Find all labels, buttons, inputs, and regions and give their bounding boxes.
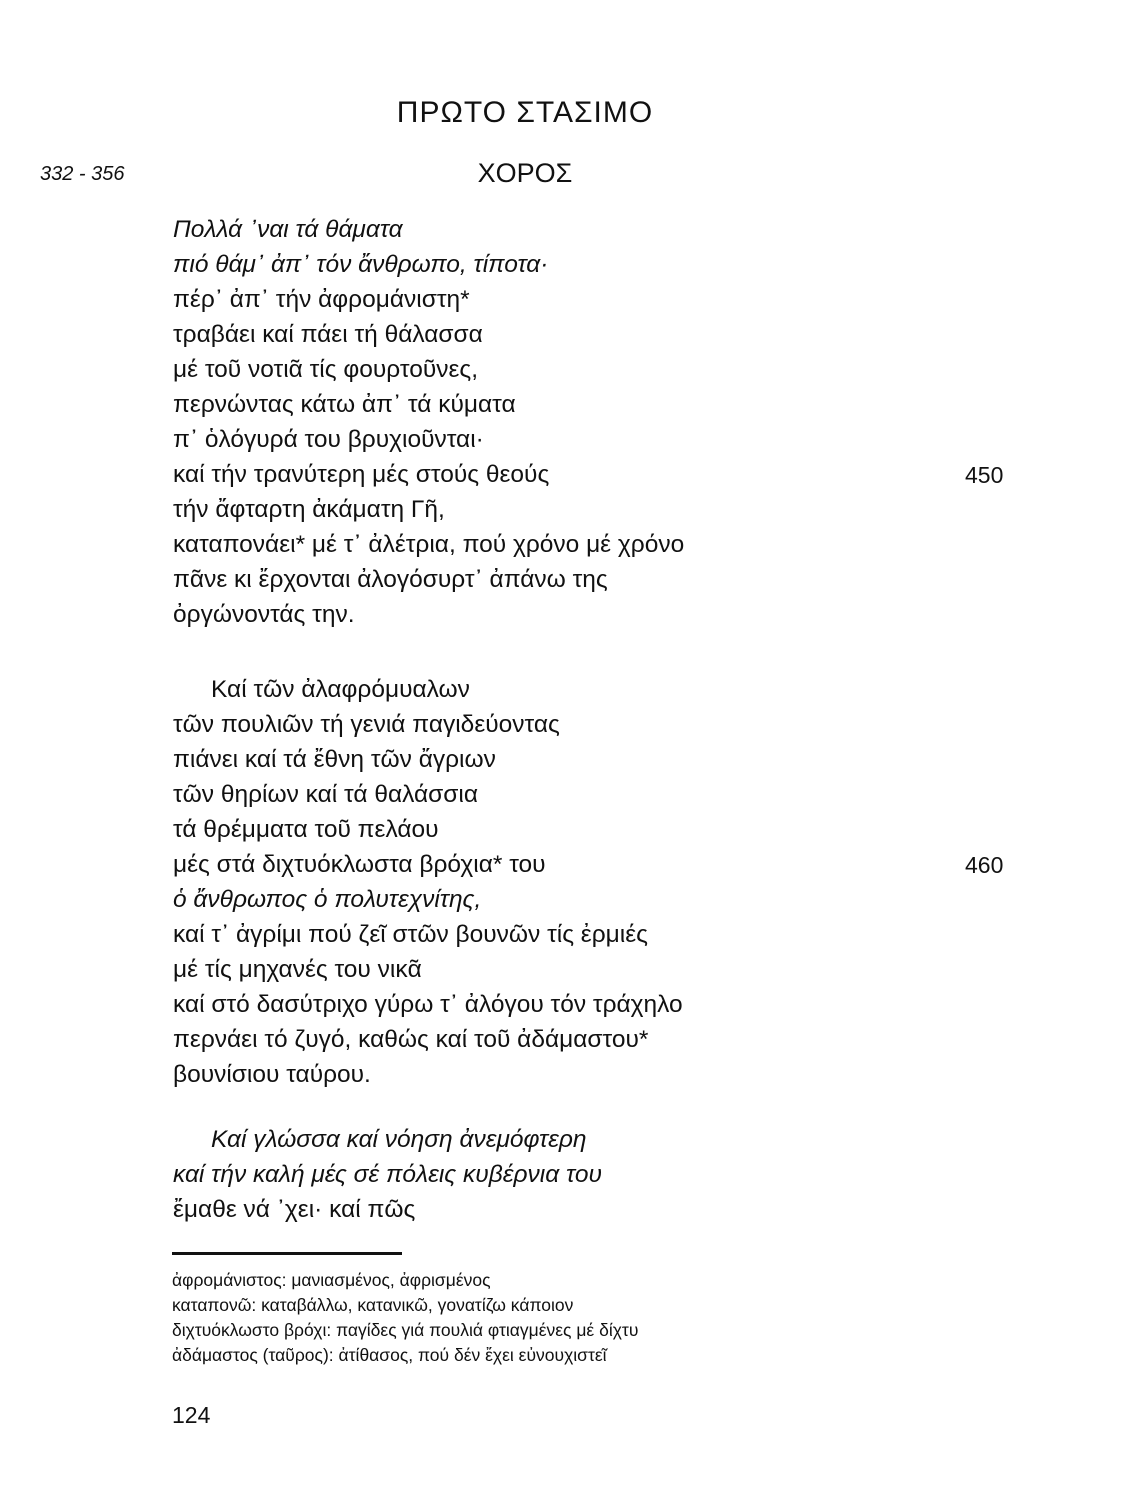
page-number: 124 [172, 1402, 211, 1428]
footnote: ἀφρομάνιστος: μανιασμένος, ἀφρισμένος [172, 1270, 491, 1290]
footnote: διχτυόκλωστο βρόχι: παγίδες γιά πουλιά φτιαγμένες μέ δίχτυ [172, 1320, 639, 1340]
verse-line: πιό θάμ᾽ ἀπ᾽ τόν ἄνθρωπο, τίποτα· [173, 251, 549, 278]
footnote-divider [172, 1252, 402, 1255]
verse-line: τῶν θηρίων καί τά θαλάσσια [173, 781, 479, 808]
verse-line: πέρ᾽ ἀπ᾽ τήν ἀφρομάνιστη* [173, 286, 470, 313]
verse-line: μές στά διχτυόκλωστα βρόχια* του [173, 851, 546, 878]
verse-line: ἔμαθε νά ᾽χει· καί πῶς [173, 1196, 416, 1223]
line-number-450: 450 [965, 462, 1004, 488]
verse-line: καί τήν τρανύτερη μές στούς θεούς [173, 461, 550, 488]
footnote: καταπονῶ: καταβάλλω, κατανικῶ, γονατίζω κάποιον [172, 1295, 574, 1315]
verse-line: καταπονάει* μέ τ᾽ ἀλέτρια, πού χρόνο μέ χρόνο [173, 531, 685, 558]
stanza-1 [173, 212, 684, 632]
verse-line: καί τήν καλή μές σέ πόλεις κυβέρνια του [173, 1161, 602, 1188]
verse-line: πᾶνε κι ἔρχονται ἀλογόσυρτ᾽ ἀπάνω της [173, 566, 608, 593]
verse-line: ὀργώνοντάς την. [173, 601, 355, 628]
verse-line: πιάνει καί τά ἔθνη τῶν ἄγριων [173, 746, 496, 773]
verse-line: Καί γλώσσα καί νόηση ἀνεμόφτερη [211, 1126, 587, 1153]
verse-line: καί τ᾽ ἀγρίμι πού ζεῖ στῶν βουνῶν τίς ἐρμιές [173, 921, 648, 948]
verse-line: βουνίσιου ταύρου. [173, 1061, 371, 1088]
verse-line: περνάει τό ζυγό, καθώς καί τοῦ ἀδάμαστου* [173, 1026, 649, 1053]
verse-line: τά θρέμματα τοῦ πελάου [173, 816, 439, 843]
speaker-heading: ΧΟΡΟΣ [477, 158, 573, 188]
verse-line: καί στό δασύτριχο γύρω τ᾽ ἀλόγου τόν τράχηλο [173, 991, 683, 1018]
verse-line: τήν ἄφταρτη ἀκάματη Γῆ, [173, 496, 445, 523]
verse-line: ὁ ἄνθρωπος ὁ πολυτεχνίτης, [173, 886, 482, 913]
verse-range: 332 - 356 [40, 163, 125, 185]
verse-line: περνώντας κάτω ἀπ᾽ τά κύματα [173, 391, 516, 418]
verse-line: τραβάει καί πάει τή θάλασσα [173, 321, 483, 348]
stanza-3 [173, 1122, 602, 1227]
verse-line: τῶν πουλιῶν τή γενιά παγιδεύοντας [173, 711, 560, 738]
verse-line: π᾽ ὁλόγυρά του βρυχιοῦνται· [173, 426, 484, 453]
page-title: ΠΡΩΤΟ ΣΤΑΣΙΜΟ [396, 96, 654, 129]
footnote: ἀδάμαστος (ταῦρος): ἀτίθασος, πού δέν ἔχει εὐνουχιστεῖ [172, 1345, 607, 1365]
footnotes [172, 1268, 638, 1368]
verse-line: μέ τίς μηχανές του νικᾶ [173, 956, 422, 983]
verse-line: Πολλά ᾽ναι τά θάματα [173, 216, 403, 243]
verse-line: μέ τοῦ νοτιᾶ τίς φουρτοῦνες, [173, 356, 479, 383]
line-number-460: 460 [965, 852, 1004, 878]
verse-line: Καί τῶν ἀλαφρόμυαλων [211, 676, 470, 703]
stanza-2 [173, 672, 683, 1092]
